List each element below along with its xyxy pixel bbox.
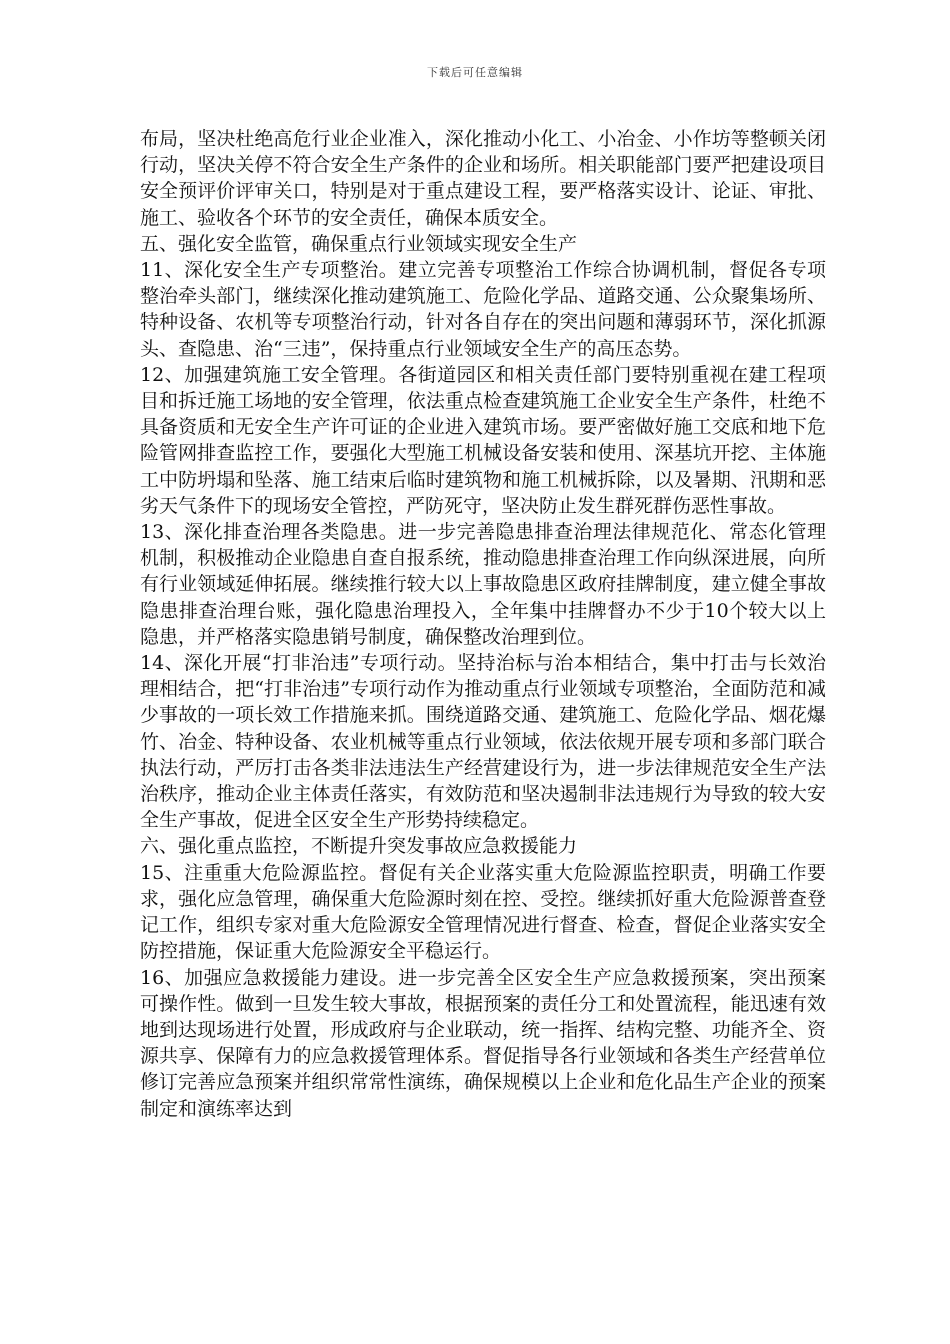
page-header: 下载后可任意编辑 <box>427 66 523 79</box>
section-heading-6: 六、强化重点监控，不断提升突发事故应急救援能力 <box>140 835 578 858</box>
document-body <box>140 126 826 1122</box>
paragraph-item-14: 14、深化开展“打非治违”专项行动。坚持治标与治本相结合，集中打击与长效治理相结合，把“打非治违”专项行动作为推动重点行业领域专项整治，全面防范和减少事故的一项长效工作措施来抓。围绕道路交通、建筑施工、危险化学品、烟花爆竹、冶金、特种设备、农业机械等重点行业领域，依法依规开展专项和多部门联合执法行动，严厉打击各类非法违法生产经营建设行为，进一步法律规范安全生产法治秩序，推动企业主体责任落实，有效防范和坚决遏制非法违规行为导致的较大安全生产事故，促进全区安全生产形势持续稳定。 <box>140 652 826 832</box>
paragraph-item-11: 11、深化安全生产专项整治。建立完善专项整治工作综合协调机制，督促各专项整治牵头部门，继续深化推动建筑施工、危险化学品、道路交通、公众聚集场所、特种设备、农机等专项整治行动，针对各自存在的突出问题和薄弱环节，深化抓源头、查隐患、治“三违”，保持重点行业领域安全生产的高压态势。 <box>140 259 826 360</box>
paragraph-item-12: 12、加强建筑施工安全管理。各街道园区和相关责任部门要特别重视在建工程项目和拆迁施工场地的安全管理，依法重点检查建筑施工企业安全生产条件，杜绝不具备资质和无安全生产许可证的企业进入建筑市场。要严密做好施工交底和地下危险管网排查监控工作，要强化大型施工机械设备安装和使用、深基坑开挖、主体施工中防坍塌和坠落、施工结束后临时建筑物和施工机械拆除，以及暑期、汛期和恶劣天气条件下的现场安全管控，严防死守，坚决防止发生群死群伤恶性事故。 <box>140 363 826 517</box>
paragraph-intro-continuation: 布局，坚决杜绝高危行业企业准入，深化推动小化工、小冶金、小作坊等整顿关闭行动，坚决关停不符合安全生产条件的企业和场所。相关职能部门要严把建设项目安全预评价评审关口，特别是对于重点建设工程，要严格落实设计、论证、审批、施工、验收各个环节的安全责任，确保本质安全。 <box>140 128 826 229</box>
paragraph-item-15: 15、注重重大危险源监控。督促有关企业落实重大危险源监控职责，明确工作要求，强化应急管理，确保重大危险源时刻在控、受控。继续抓好重大危险源普查登记工作，组织专家对重大危险源安全管理情况进行督查、检查，督促企业落实安全防控措施，保证重大危险源安全平稳运行。 <box>140 861 826 963</box>
paragraph-item-16: 16、加强应急救援能力建设。进一步完善全区安全生产应急救援预案，突出预案可操作性。做到一旦发生较大事故，根据预案的责任分工和处置流程，能迅速有效地到达现场进行处置，形成政府与企业联动，统一指挥、结构完整、功能齐全、资源共享、保障有力的应急救援管理体系。督促指导各行业领域和各类生产经营单位修订完善应急预案并组织常常性演练，确保规模以上企业和危化品生产企业的预案制定和演练率达到 <box>140 966 826 1120</box>
paragraph-item-13: 13、深化排查治理各类隐患。进一步完善隐患排查治理法律规范化、常态化管理机制，积极推动企业隐患自查自报系统，推动隐患排查治理工作向纵深进展，向所有行业领域延伸拓展。继续推行较大以上事故隐患区政府挂牌制度，建立健全事故隐患排查治理台账，强化隐患治理投入，全年集中挂牌督办不少于10个较大以上隐患，并严格落实隐患销号制度，确保整改治理到位。 <box>140 521 826 648</box>
section-heading-5: 五、强化安全监管，确保重点行业领域实现安全生产 <box>140 232 578 255</box>
